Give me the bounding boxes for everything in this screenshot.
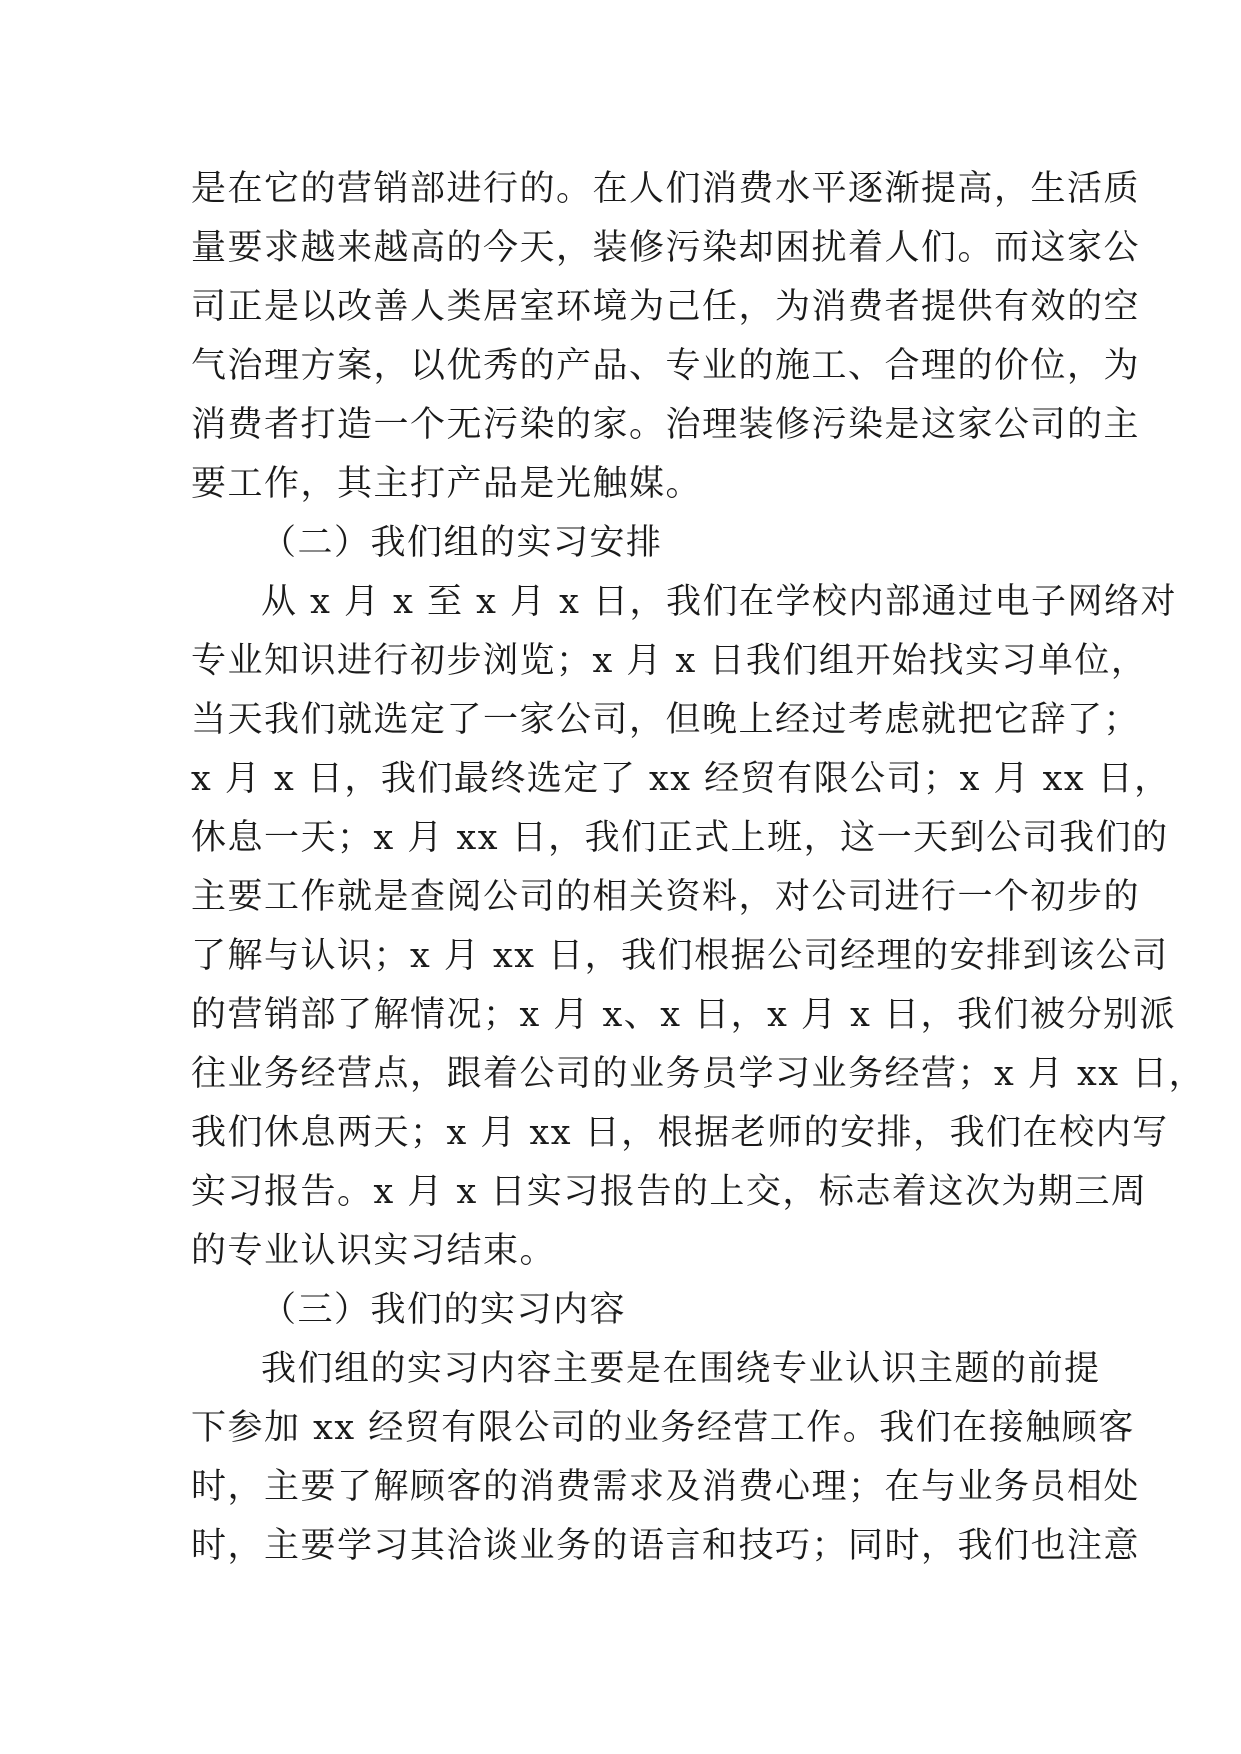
text-line: 的专业认识实习结束。 [191,1231,557,1271]
text-line: 休息一天；x 月 xx 日，我们正式上班，这一天到公司我们的 [191,818,1169,858]
text-line: 我们休息两天；x 月 xx 日，根据老师的安排，我们在校内写 [191,1113,1169,1153]
text-line: 往业务经营点，跟着公司的业务员学习业务经营；x 月 xx 日， [191,1054,1206,1094]
paragraph-internship-content [191,1340,1141,1576]
document-body [191,160,1206,1576]
text-line: 从 x 月 x 至 x 月 x 日，我们在学校内部通过电子网络对 [261,582,1177,622]
text-line: 实习报告。x 月 x 日实习报告的上交，标志着这次为期三周 [191,1172,1148,1212]
text-line: 主要工作就是查阅公司的相关资料，对公司进行一个初步的 [191,877,1141,917]
text-line: 气治理方案，以优秀的产品、专业的施工、合理的价位，为 [191,346,1141,386]
text-line: 消费者打造一个无污染的家。治理装修污染是这家公司的主 [191,405,1141,445]
section-heading-content: （三）我们的实习内容 [261,1290,627,1330]
paragraph-internship-arrangement [191,573,1206,1281]
text-line: 量要求越来越高的今天，装修污染却困扰着人们。而这家公 [191,228,1141,268]
text-line: 我们组的实习内容主要是在围绕专业认识主题的前提 [261,1349,1101,1389]
text-line: 的营销部了解情况；x 月 x、x 日，x 月 x 日，我们被分别派 [191,995,1176,1035]
text-line: 司正是以改善人类居室环境为己任，为消费者提供有效的空 [191,287,1141,327]
text-line: 当天我们就选定了一家公司，但晚上经过考虑就把它辞了； [191,700,1141,740]
text-line: 是在它的营销部进行的。在人们消费水平逐渐提高，生活质 [191,169,1141,209]
section-heading-arrangement: （二）我们组的实习安排 [261,523,663,563]
text-line: 时，主要学习其洽谈业务的语言和技巧；同时，我们也注意 [191,1526,1141,1566]
text-line: 了解与认识；x 月 xx 日，我们根据公司经理的安排到该公司 [191,936,1169,976]
text-line: 要工作，其主打产品是光触媒。 [191,464,703,504]
text-line: x 月 x 日，我们最终选定了 xx 经贸有限公司；x 月 xx 日， [191,759,1171,799]
text-line: 时，主要了解顾客的消费需求及消费心理；在与业务员相处 [191,1467,1141,1507]
paragraph-company-description [191,160,1141,514]
text-line: 专业知识进行初步浏览；x 月 x 日我们组开始找实习单位， [191,641,1148,681]
text-line: 下参加 xx 经贸有限公司的业务经营工作。我们在接触顾客 [191,1408,1135,1448]
